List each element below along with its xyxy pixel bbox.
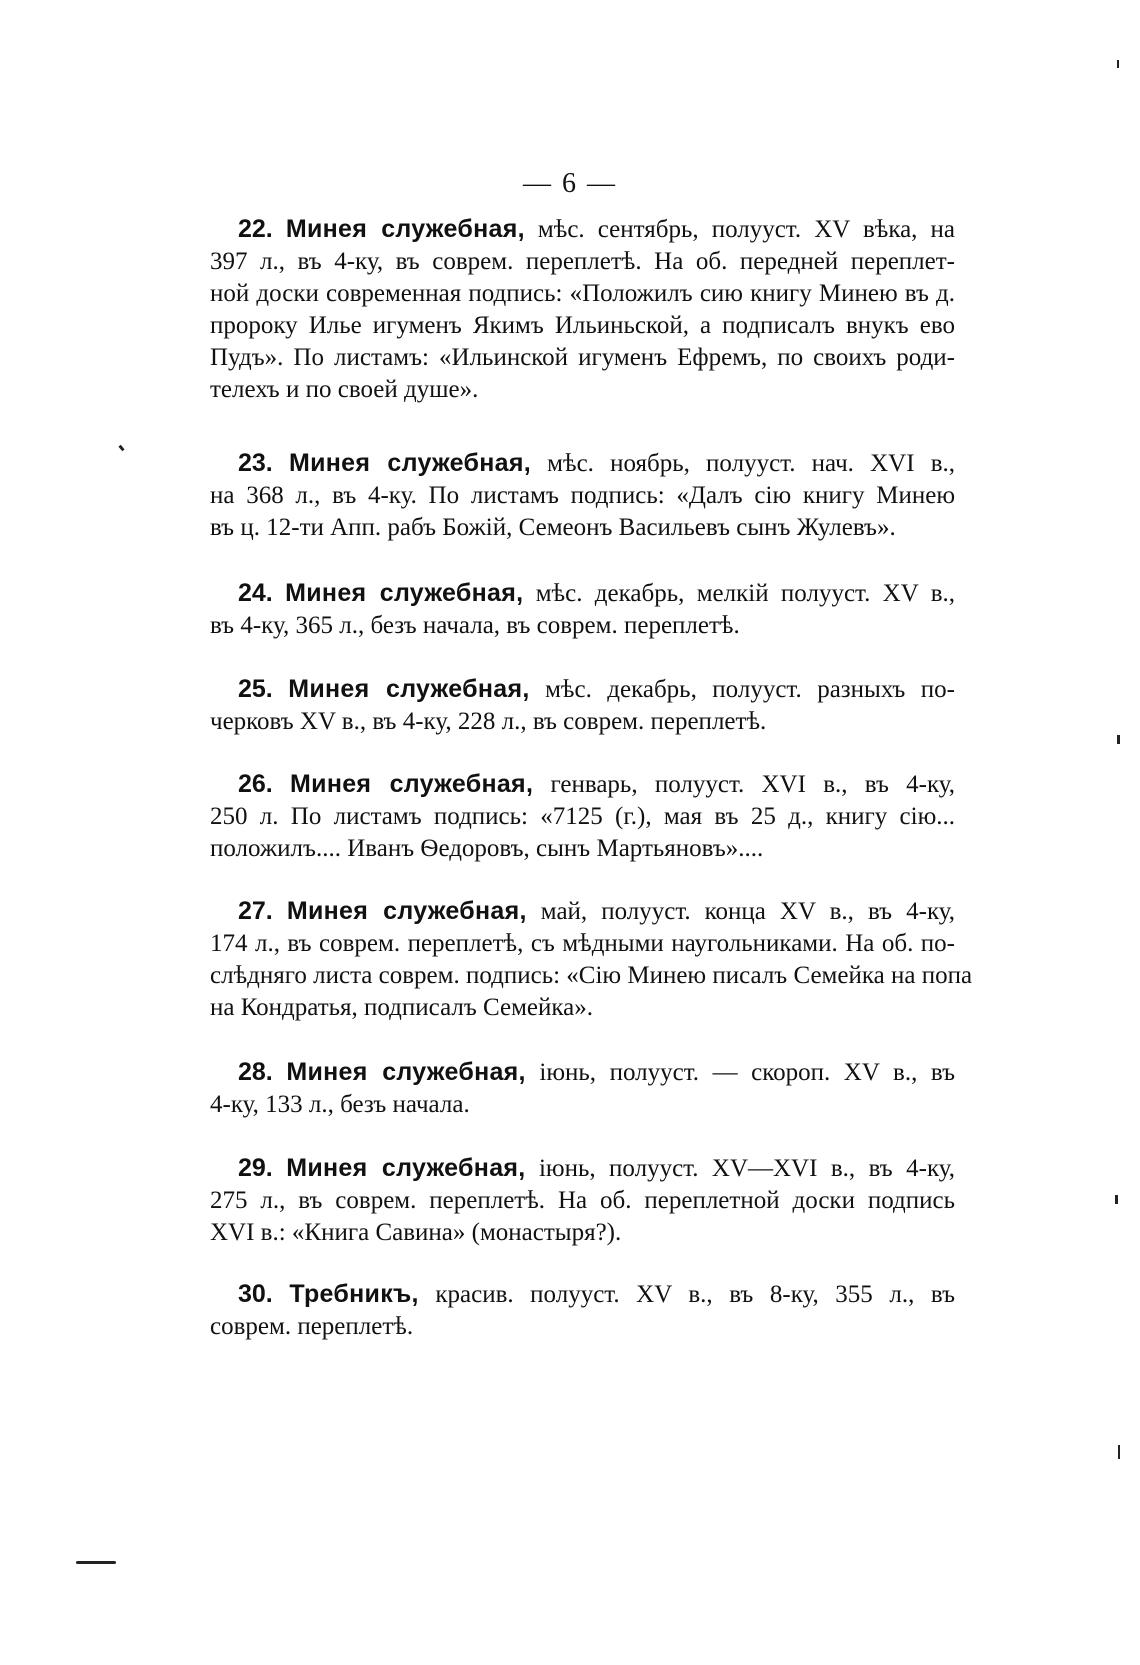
entry-line: Пудъ». По листамъ: «Ильинской игуменъ Ефремъ, по своихъ роди- <box>210 344 955 371</box>
catalog-entry <box>210 213 955 406</box>
entry-title: Минея служебная, <box>288 449 532 477</box>
entry-title: Минея служебная, <box>285 215 525 243</box>
entry-title: Требникъ, <box>289 1280 419 1308</box>
entry-title: Минея служебная, <box>285 579 524 607</box>
scan-speck <box>1117 735 1120 744</box>
entry-text: iюнь, полууст. XV—XVI в., въ 4-ку, <box>525 1155 955 1182</box>
entry-line <box>210 213 955 246</box>
catalog-entry <box>210 577 955 642</box>
entry-line: 174 л., въ соврем. переплетѣ, съ мѣдными наугольниками. На об. по- <box>210 930 955 957</box>
entry-title: Минея служебная, <box>286 897 527 925</box>
entry-line: положилъ.... Иванъ Ѳедоровъ, сынъ Мартьяновъ».... <box>210 835 764 862</box>
entry-line: 4-ку, 133 л., безъ начала. <box>210 1091 470 1118</box>
entry-text: мѣс. декабрь, полууст. разныхъ по- <box>529 676 955 703</box>
scan-speck <box>1115 1195 1118 1204</box>
entry-number: 28. <box>238 1058 273 1086</box>
catalog-entry <box>210 1152 955 1249</box>
entry-line: черковъ XV в., въ 4-ку, 228 л., въ соврем. переплетѣ. <box>210 708 767 735</box>
entry-line: на 368 л., въ 4-ку. По листамъ подпись: «Далъ сiю книгу Минею <box>210 482 955 509</box>
entry-line: соврем. переплетѣ. <box>210 1313 414 1340</box>
entry-line <box>210 447 955 480</box>
entry-line: 397 л., въ 4-ку, въ соврем. переплетѣ. На об. передней переплет- <box>210 248 955 275</box>
catalog-entry <box>210 673 955 738</box>
entry-line: XVI в.: «Книга Савина» (монастыря?). <box>210 1219 622 1246</box>
entry-line: въ 4-ку, 365 л., безъ начала, въ соврем. переплетѣ. <box>210 612 740 639</box>
entry-number: 25. <box>238 675 273 703</box>
scan-speck <box>1117 60 1119 68</box>
entry-line: ной доски современная подпись: «Положилъ сию книгу Минею въ д. <box>210 280 955 307</box>
entry-line: телехъ и по своей душе». <box>210 376 479 403</box>
entry-title: Минея служебная, <box>288 675 530 703</box>
page-number: — 6 — <box>523 168 617 199</box>
entry-number: 30. <box>238 1280 273 1308</box>
entry-text: iюнь, полууст. — скороп. XV в., въ <box>525 1059 956 1086</box>
entry-line: слѣдняго листа соврем. подпись: «Сiю Минею писалъ Семейка на попа <box>210 962 973 989</box>
catalog-entry <box>210 1278 955 1343</box>
scan-speck <box>76 1561 116 1564</box>
entry-line: 250 л. По листамъ подпись: «7125 (г.), мая въ 25 д., книгу сiю... <box>210 803 955 830</box>
entry-title: Минея служебная, <box>286 1058 526 1086</box>
entry-number: 29. <box>238 1154 273 1182</box>
entry-line <box>210 1278 955 1311</box>
entry-number: 22. <box>238 215 273 243</box>
entry-text: красив. полууст. XV в., въ 8-ку, 355 л., въ <box>418 1281 955 1308</box>
entry-line: 275 л., въ соврем. переплетѣ. На об. переплетной доски подпись <box>210 1187 955 1214</box>
entry-text: май, полууст. конца XV в., въ 4-ку, <box>526 898 955 925</box>
entry-number: 23. <box>238 449 273 477</box>
catalog-entry <box>210 1056 955 1121</box>
entry-text: мѣс. сентябрь, полууст. XV вѣка, на <box>524 216 955 243</box>
entry-number: 26. <box>238 770 273 798</box>
entry-title: Минея служебная, <box>290 770 534 798</box>
entry-text: мѣс. декабрь, мелкiй полууст. XV в., <box>523 580 955 607</box>
catalog-entry <box>210 768 955 865</box>
catalog-entry <box>210 895 973 1024</box>
entry-line: въ ц. 12-ти Апп. рабъ Божiй, Семеонъ Васильевъ сынъ Жулевъ». <box>210 514 896 541</box>
entry-line <box>210 577 955 610</box>
entry-title: Минея служебная, <box>286 1154 526 1182</box>
entry-number: 27. <box>238 897 273 925</box>
catalog-entry <box>210 447 955 544</box>
entry-line <box>210 895 955 928</box>
entry-line: пророку Илье игуменъ Якимъ Ильиньской, а подписалъ внукъ ево <box>210 312 955 339</box>
scan-speck <box>118 445 124 452</box>
entry-number: 24. <box>238 579 273 607</box>
entry-line: на Кондратья, подписалъ Семейка». <box>210 994 594 1021</box>
entry-text: генварь, полууст. XVI в., въ 4-ку, <box>533 771 955 798</box>
entry-text: мѣс. ноябрь, полууст. нач. XVI в., <box>531 450 956 477</box>
entry-line <box>210 673 955 706</box>
entry-line <box>210 1152 955 1185</box>
scan-speck <box>1118 1445 1120 1459</box>
entry-line <box>210 768 955 801</box>
entry-line <box>210 1056 955 1089</box>
